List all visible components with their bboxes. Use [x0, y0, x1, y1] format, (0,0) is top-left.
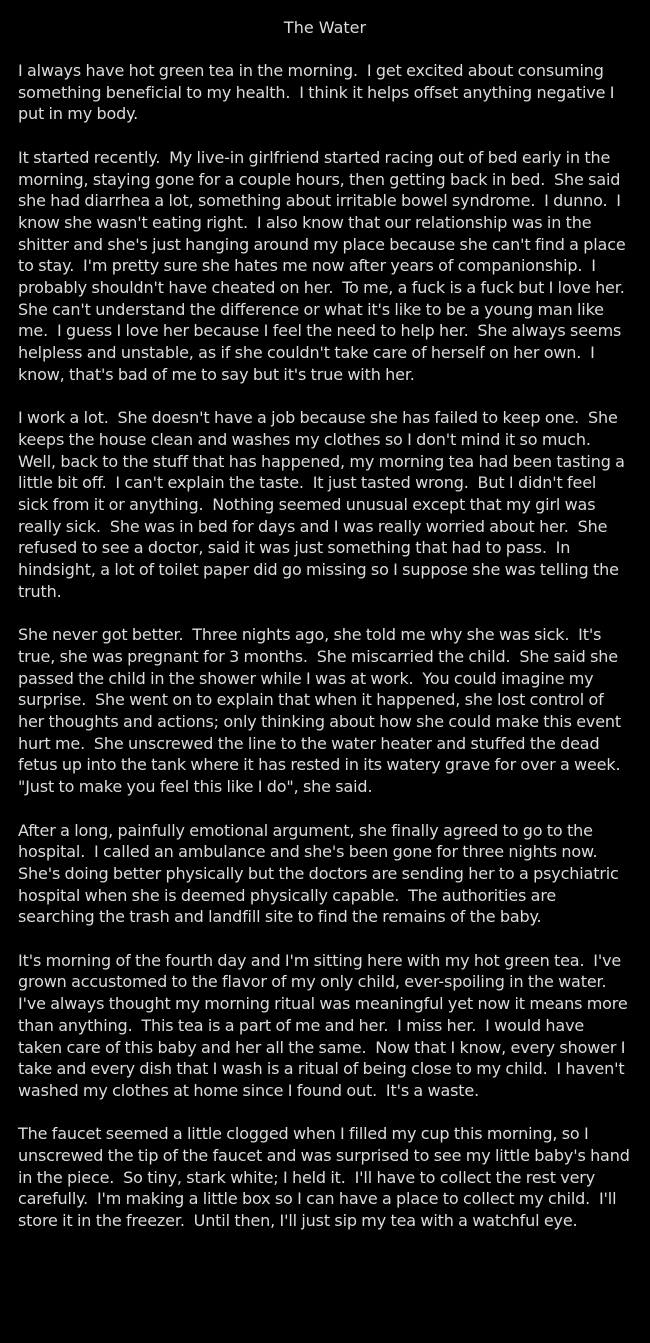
story-paragraph: I always have hot green tea in the morning. I get excited about consuming something beneficial to my health. I think it helps offset anything negative I put in my body. [18, 61, 619, 124]
page-title: The Water [283, 18, 367, 37]
story-paragraph: She never got better. Three nights ago, she told me why she was sick. It's true, she was pregnant for 3 months. She miscarried the child. She said she passed the child in the shower while I was at work. You could imagine my surprise. She went on to explain that when it happened, she lost control of her thoughts and actions; only thinking about how she could make this event hurt me. She unscrewed the line to the water heater and stuffed the dead fetus up into the tank where it has rested in its watery grave for over a week. "Just to make you feel this like I do", she said. [18, 625, 630, 797]
story-body [18, 60, 635, 1254]
story-paragraph: It started recently. My live-in girlfriend started racing out of bed early in the morning, staying gone for a couple hours, then getting back in bed. She said she had diarrhea a lot, something about irritable bowel syndrome. I dunno. I know she wasn't eating right. I also know that our relationship was in the shitter and she's just hanging around my place because she can't find a place to stay. I'm pretty sure she hates me now after years of companionship. I probably shouldn't have cheated on her. To me, a fuck is a fuck but I love her. She can't understand the difference or what it's like to be a young man like me. I guess I love her because I feel the need to help her. She always seems helpless and unstable, as if she couldn't take care of herself on her own. I know, that's bad of me to say but it's true with her. [18, 147, 634, 384]
story-paragraph: After a long, painfully emotional argument, she finally agreed to go to the hospital. I called an ambulance and she's been gone for three nights now. She's doing better physically but the doctors are sending her to a psychiatric hospital when she is deemed physically capable. The authorities are searching the trash and landfill site to find the remains of the baby. [18, 820, 624, 927]
story-paragraph: The faucet seemed a little clogged when I filled my cup this morning, so I unscrewed the tip of the faucet and was surprised to see my little baby's hand in the piece. So tiny, stark white; I held it. I'll have to collect the rest very carefully. I'm making a little box so I can have a place to collect my child. I'll store it in the freezer. Until then, I'll just sip my tea with a watchful eye. [18, 1124, 635, 1231]
story-paragraph: It's morning of the fourth day and I'm sitting here with my hot green tea. I've grown accustomed to the flavor of my only child, ever-spoiling in the water. I've always thought my morning ritual was meaningful yet now it means more than anything. This tea is a part of me and her. I miss her. I would have taken care of this baby and her all the same. Now that I know, every shower I take and every dish that I wash is a ritual of being close to my child. I haven't washed my clothes at home since I found out. It's a waste. [18, 950, 632, 1100]
story-paragraph: I work a lot. She doesn't have a job because she has failed to keep one. She keeps the house clean and washes my clothes so I don't mind it so much. Well, back to the stuff that has happened, my morning tea had been tasting a little bit off. I can't explain the taste. It just tasted wrong. But I didn't feel sick from it or anything. Nothing seemed unusual except that my girl was really sick. She was in bed for days and I was really worried about her. She refused to see a doctor, said it was just something that had to pass. In hindsight, a lot of toilet paper did go missing so I suppose she was telling the truth. [18, 408, 630, 601]
